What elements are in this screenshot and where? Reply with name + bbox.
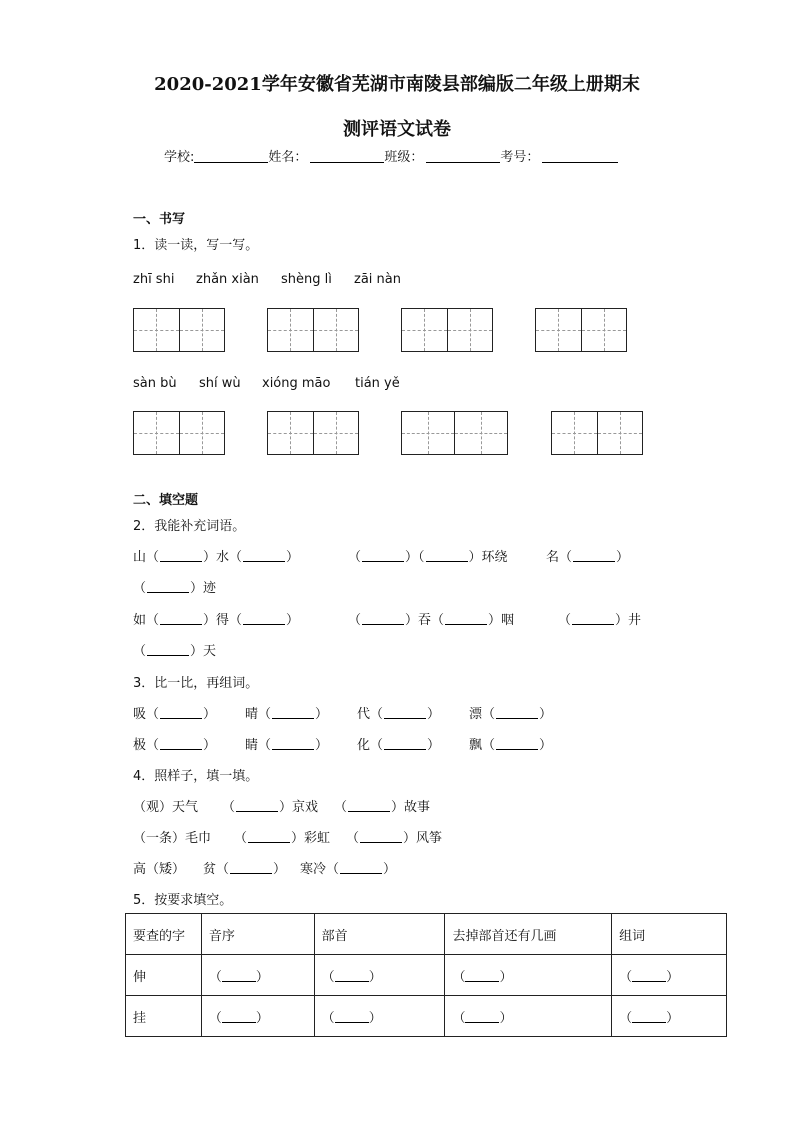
writing-grid-8[interactable] [551,411,643,455]
row-char: 伸 [126,955,202,996]
q2-item-6b: （ ）天 [133,644,217,659]
answer-blank[interactable] [572,612,614,625]
answer-cell[interactable]: （ ） [445,996,612,1037]
q2-item-4: 如（ ）得（ ） [133,613,300,628]
question-4: 4．照样子，填一填。 [133,769,259,784]
writing-grid-4[interactable] [535,308,627,352]
q4-example-3: 高（矮） [133,862,186,877]
answer-blank[interactable] [445,612,487,625]
student-info-line [164,146,618,165]
table-row [126,955,727,996]
answer-blank[interactable] [426,549,468,562]
q4-item-4: （ ）风筝 [346,831,443,846]
q2-item-5: （ ）吞（ ）咽 [348,613,515,628]
writing-grid-1[interactable] [133,308,225,352]
pinyin-2: zhǎn xiàn [196,272,259,287]
q3-item-4: 漂（ ） [469,707,553,722]
answer-blank[interactable] [496,706,538,719]
pinyin-8: tián yě [355,376,400,391]
pinyin-1: zhī shi [133,272,175,287]
q3-item-8: 飘（ ） [469,738,553,753]
answer-blank[interactable] [340,861,382,874]
answer-cell[interactable]: （ ） [314,955,445,996]
answer-blank[interactable] [272,706,314,719]
q3-item-2: 晴（ ） [245,707,329,722]
answer-blank[interactable] [348,799,390,812]
q3-item-5: 极（ ） [133,738,217,753]
q2-item-3: 名（ ） [546,550,630,565]
answer-blank[interactable] [160,737,202,750]
number-label: 考号： [500,150,540,165]
answer-cell[interactable]: （ ） [201,996,314,1037]
q3-item-7: 化（ ） [357,738,441,753]
pinyin-5: sàn bù [133,376,177,391]
row-char: 挂 [126,996,202,1037]
answer-blank[interactable] [243,612,285,625]
q2-item-1: 山（ ）水（ ） [133,550,300,565]
answer-blank[interactable] [230,861,272,874]
exam-title-line1: 2020-2021学年安徽省芜湖市南陵县部编版二年级上册期末 [154,74,640,95]
writing-grid-5[interactable] [133,411,225,455]
q4-item-3: （ ）彩虹 [234,831,331,846]
writing-grid-7[interactable] [401,411,508,455]
class-label: 班级： [384,150,424,165]
q3-item-1: 吸（ ） [133,707,217,722]
pinyin-3: shèng lì [281,272,332,287]
answer-blank[interactable] [573,549,615,562]
writing-grid-6[interactable] [267,411,359,455]
q4-example-2: （一条）毛巾 [133,831,212,846]
name-label: 姓名： [268,150,308,165]
q4-item-2: （ ）故事 [334,800,431,815]
header-strokes: 去掉部首还有几画 [445,914,612,955]
answer-blank[interactable] [384,706,426,719]
answer-blank[interactable] [236,799,278,812]
answer-cell[interactable]: （ ） [612,996,727,1037]
answer-blank[interactable] [147,580,189,593]
answer-blank[interactable] [160,612,202,625]
q2-item-3b: （ ）迹 [133,581,217,596]
q3-item-3: 代（ ） [357,707,441,722]
pinyin-7: xióng māo [262,376,331,391]
answer-blank[interactable] [243,549,285,562]
answer-cell[interactable]: （ ） [612,955,727,996]
answer-blank[interactable] [496,737,538,750]
writing-grid-3[interactable] [401,308,493,352]
answer-cell[interactable]: （ ） [314,996,445,1037]
question-1: 1．读一读，写一写。 [133,238,259,253]
class-blank[interactable] [426,148,500,163]
answer-blank[interactable] [272,737,314,750]
question-5: 5．按要求填空。 [133,893,233,908]
answer-cell[interactable]: （ ） [445,955,612,996]
q2-item-6: （ ）井 [558,613,642,628]
table-row [126,996,727,1037]
writing-grid-2[interactable] [267,308,359,352]
answer-blank[interactable] [384,737,426,750]
answer-blank[interactable] [160,549,202,562]
header-word: 组词 [612,914,727,955]
pinyin-4: zāi nàn [354,272,401,287]
answer-blank[interactable] [362,612,404,625]
answer-cell[interactable]: （ ） [201,955,314,996]
q2-item-2: （ ）（ ）环绕 [348,550,508,565]
section-heading-fill: 二、填空题 [133,493,199,508]
pinyin-6: shí wù [199,376,241,391]
table-header-row [126,914,727,955]
section-heading-writing: 一、书写 [133,212,186,227]
answer-blank[interactable] [362,549,404,562]
name-blank[interactable] [310,148,384,163]
q4-item-1: （ ）京戏 [222,800,319,815]
q4-item-6: 寒冷（ ） [300,862,397,877]
header-char: 要查的字 [126,914,202,955]
answer-blank[interactable] [360,830,402,843]
question-3: 3．比一比，再组词。 [133,676,259,691]
question-2: 2．我能补充词语。 [133,519,246,534]
q3-item-6: 睛（ ） [245,738,329,753]
header-radical: 部首 [314,914,445,955]
answer-blank[interactable] [248,830,290,843]
number-blank[interactable] [542,148,618,163]
dictionary-table [125,913,727,1037]
school-label: 学校: [164,150,195,165]
school-blank[interactable] [194,148,268,163]
header-pinyin-order: 音序 [201,914,314,955]
q4-item-5: 贫（ ） [203,862,287,877]
answer-blank[interactable] [147,643,189,656]
q4-example-1: （观）天气 [133,800,199,815]
answer-blank[interactable] [160,706,202,719]
exam-title-line2: 测评语文试卷 [343,119,451,140]
